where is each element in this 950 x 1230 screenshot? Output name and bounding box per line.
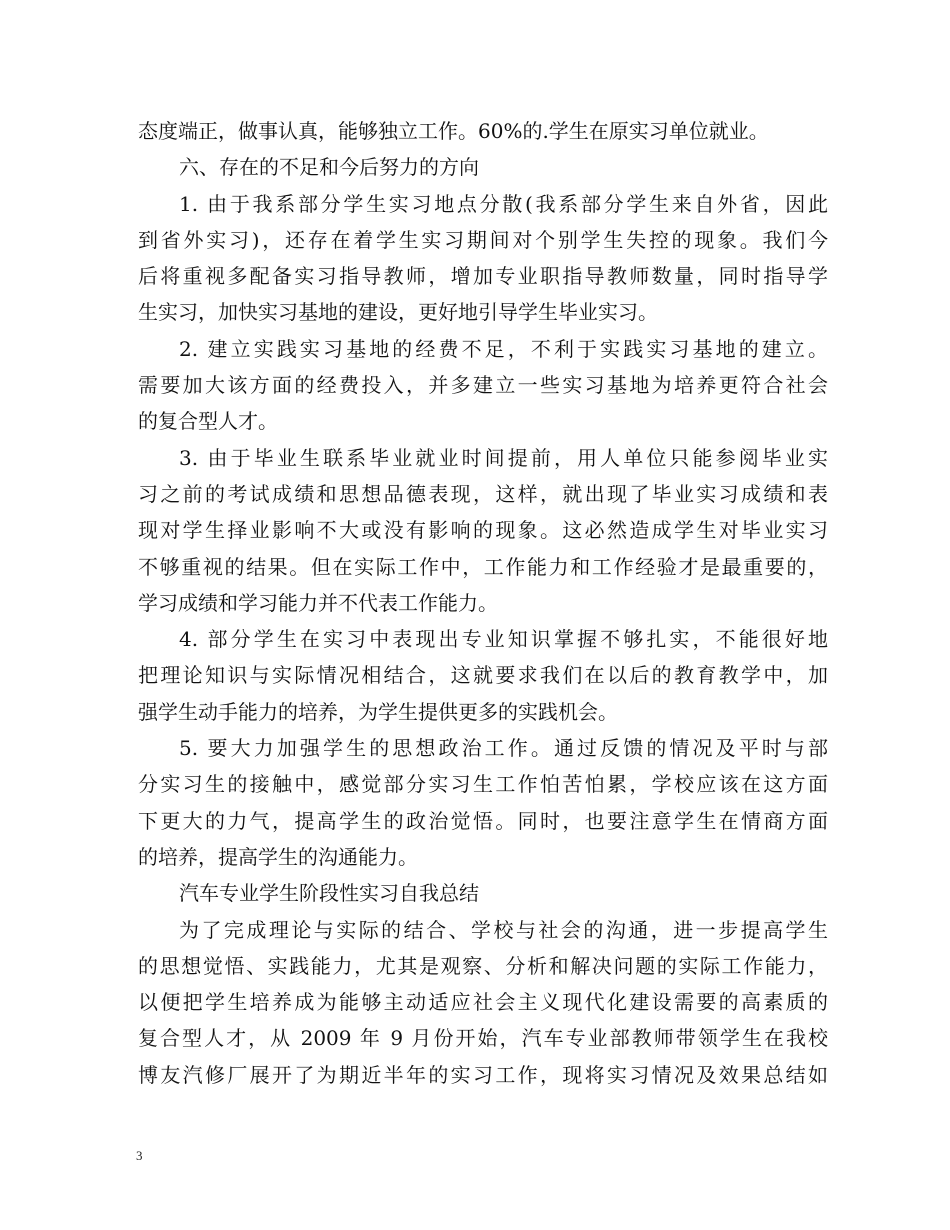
body-text [138,113,828,1093]
page-number: 3 [136,1148,143,1163]
text-line: 不够重视的结果。但在实际工作中，工作能力和工作经验才是最重要的， [138,554,828,579]
text-line: 需要加大该方面的经费投入，并多建立一些实习基地为培养更符合社会 [138,373,828,398]
text-line: 强学生动手能力的培养，为学生提供更多的实践机会。 [138,699,618,724]
text-line: 的培养，提高学生的沟通能力。 [138,844,418,869]
text-line: 为了完成理论与实际的结合、学校与社会的沟通，进一步提高学生 [179,917,828,942]
text-line: 博友汽修厂展开了为期近半年的实习工作，现将实习情况及效果总结如 [138,1062,828,1087]
text-line: 2. 建立实践实习基地的经费不足，不利于实践实习基地的建立。 [179,336,828,361]
text-line: 把理论知识与实际情况相结合，这就要求我们在以后的教育教学中，加 [138,663,828,688]
text-line: 现对学生择业影响不大或没有影响的现象。这必然造成学生对毕业实习 [138,518,828,543]
text-line: 下更大的力气，提高学生的政治觉悟。同时，也要注意学生在情商方面 [138,808,828,833]
text-line: 以便把学生培养成为能够主动适应社会主义现代化建设需要的高素质的 [138,990,828,1015]
text-line: 的思想觉悟、实践能力，尤其是观察、分析和解决问题的实际工作能力， [138,953,828,978]
text-line: 的复合型人才。 [138,409,278,434]
text-line: 汽车专业学生阶段性实习自我总结 [179,881,479,906]
text-line: 六、存在的不足和今后努力的方向 [179,155,479,180]
text-line: 学习成绩和学习能力并不代表工作能力。 [138,590,498,615]
text-line: 复合型人才，从 2009 年 9 月份开始，汽车专业部教师带领学生在我校 [138,1026,828,1051]
text-line: 分实习生的接触中，感觉部分实习生工作怕苦怕累，学校应该在这方面 [138,772,828,797]
text-line: 1. 由于我系部分学生实习地点分散(我系部分学生来自外省，因此 [179,191,828,216]
text-line: 到省外实习)，还存在着学生实习期间对个别学生失控的现象。我们今 [138,227,828,252]
text-line: 生实习，加快实习基地的建设，更好地引导学生毕业实习。 [138,300,658,325]
text-line: 后将重视多配备实习指导教师，增加专业职指导教师数量，同时指导学 [138,264,828,289]
text-line: 3. 由于毕业生联系毕业就业时间提前，用人单位只能参阅毕业实 [179,445,828,470]
text-line: 5. 要大力加强学生的思想政治工作。通过反馈的情况及平时与部 [179,736,828,761]
text-line: 4. 部分学生在实习中表现出专业知识掌握不够扎实，不能很好地 [179,627,828,652]
text-line: 态度端正，做事认真，能够独立工作。60%的.学生在原实习单位就业。 [138,119,769,143]
text-line: 习之前的考试成绩和思想品德表现，这样，就出现了毕业实习成绩和表 [138,481,828,506]
